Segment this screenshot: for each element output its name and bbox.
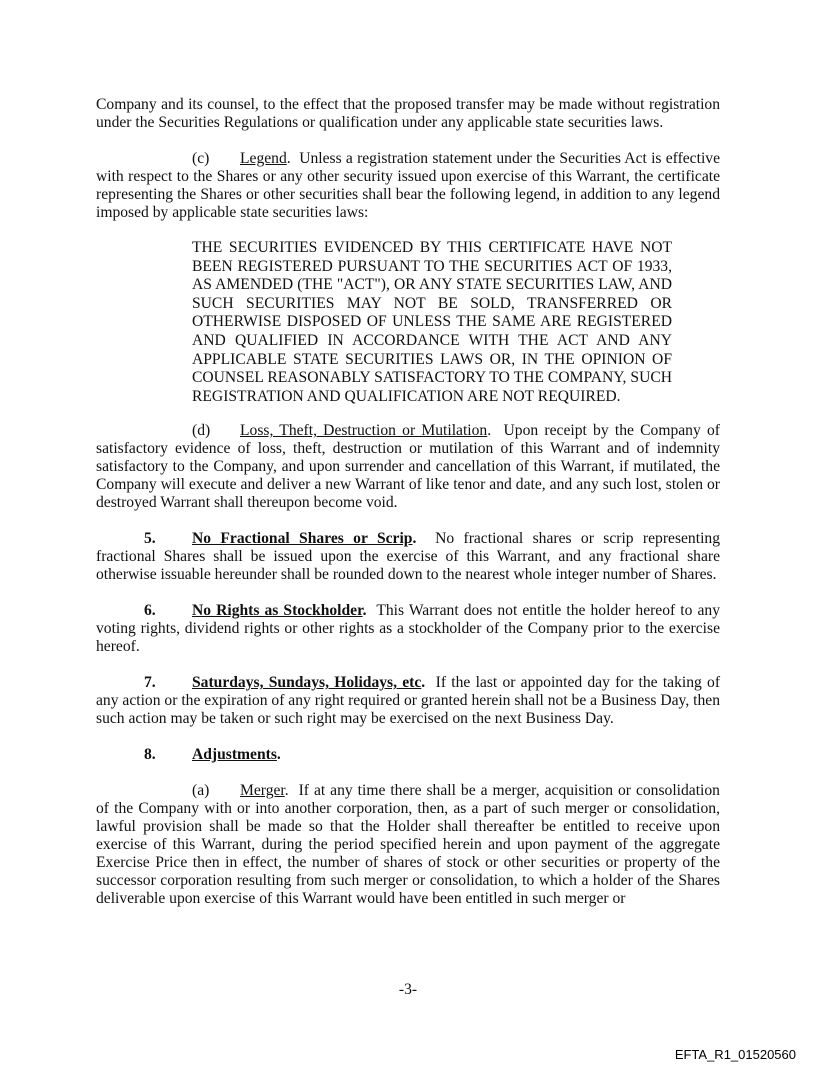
section-5-body: No fractional shares or scrip representing fractional Shares shall be issued upon the exercise of this Warrant, and any fractional share otherwise issuable hereunder shall be rounded down to the nearest whole integer number of Shares. — [96, 530, 720, 584]
section-7-heading: Saturdays, Sundays, Holidays, etc — [192, 674, 422, 692]
legend-heading: Legend — [240, 150, 287, 167]
loss-heading: Loss, Theft, Destruction or Mutilation — [240, 422, 488, 440]
section-5-number: 5. — [144, 530, 156, 548]
merger-paragraph: (a) Merger. If at any time there shall be a merger, acquisition or consolidation of the Company with or into another corporation, then, as a part of such merger or consolidation, lawful provision shall be made so that the Holder shall thereafter be entitled to receive upon exercise of this Warrant, during the period specified herein and upon payment of the aggregate Exercise Price then in effect, the number of shares of stock or other securities or property of the successor corporation resulting from such merger or consolidation, to which a holder of the Shares deliverable upon exercise of this Warrant would have been entitled in such merger or — [96, 782, 720, 908]
loss-body: Upon receipt by the Company of satisfactory evidence of loss, theft, destruction or mutilation of this Warrant and of indemnity satisfactory to the Company, and upon surrender and cancellation of this Warrant, if mutilated, the Company will execute and deliver a new Warrant of like tenor and date, and any such lost, stolen or destroyed Warrant shall thereupon become void. — [96, 422, 720, 512]
section-5: 5. No Fractional Shares or Scrip. No fractional shares or scrip representing fractional Shares shall be issued upon the exercise of this Warrant, and any fractional share otherwise issuable hereunder shall be rounded down to the nearest whole integer number of Shares. — [96, 530, 720, 584]
merger-number: (a) — [192, 782, 210, 800]
section-6: 6. No Rights as Stockholder. This Warrant does not entitle the holder hereof to any voting rights, dividend rights or other rights as a stockholder of the Company prior to the exercise hereof. — [96, 602, 720, 656]
merger-heading: Merger — [240, 782, 285, 800]
securities-legend-block: THE SECURITIES EVIDENCED BY THIS CERTIFICATE HAVE NOT BEEN REGISTERED PURSUANT TO THE SECURITIES ACT OF 1933, AS AMENDED (THE "ACT"), OR ANY STATE SECURITIES LAW, AND SUCH SECURITIES MAY NOT BE SOLD, TRANSFERRED OR OTHERWISE DISPOSED OF UNLESS THE SAME ARE REGISTERED AND QUALIFIED IN ACCORDANCE WITH THE ACT AND ANY APPLICABLE STATE SECURITIES LAWS OR, IN THE OPINION OF COUNSEL REASONABLY SATISFACTORY TO THE COMPANY, SUCH REGISTRATION AND QUALIFICATION ARE NOT REQUIRED. — [192, 239, 672, 405]
section-7-body: If the last or appointed day for the taking of any action or the expiration of any right required or granted herein shall not be a Business Day, then such action may be taken or such right may be exercised on the next Business Day. — [96, 674, 721, 728]
legend-number: (c) — [192, 150, 210, 167]
section-6-heading: No Rights as Stockholder — [192, 602, 363, 620]
loss-paragraph: (d) Loss, Theft, Destruction or Mutilation. Upon receipt by the Company of satisfactory evidence of loss, theft, destruction or mutilation of this Warrant and of indemnity satisfactory to the Company, and upon surrender and cancellation of this Warrant, if mutilated, the Company will execute and deliver a new Warrant of like tenor and date, and any such lost, stolen or destroyed Warrant shall thereupon become void. — [96, 422, 720, 512]
section-8: 8. Adjustments. — [144, 746, 281, 764]
section-6-body: This Warrant does not entitle the holder hereof to any voting rights, dividend rights or other rights as a stockholder of the Company prior to the exercise hereof. — [96, 602, 720, 656]
section-7-number: 7. — [144, 674, 156, 692]
continuation-paragraph: Company and its counsel, to the effect that the proposed transfer may be made without registration under the Securities Regulations or qualification under any applicable state securities laws. — [96, 96, 720, 131]
document-id: EFTA_R1_01520560 — [674, 1047, 796, 1062]
legend-paragraph: (c) Legend. Unless a registration statement under the Securities Act is effective with respect to the Shares or any other security issued upon exercise of this Warrant, the certificate representing the Shares or other securities shall bear the following legend, in addition to any legend imposed by applicable state securities laws: — [96, 150, 720, 221]
document-page — [96, 96, 720, 908]
section-8-number: 8. — [144, 746, 156, 764]
merger-body: If at any time there shall be a merger, acquisition or consolidation of the Company with or into another corporation, then, as a part of such merger or consolidation, lawful provision shall be made so that the Holder shall thereafter be entitled to receive upon exercise of this Warrant, during the period specified herein and upon payment of the aggregate Exercise Price then in effect, the number of shares of stock or other securities or property of the successor corporation resulting from such merger or consolidation, to which a holder of the Shares deliverable upon exercise of this Warrant would have been entitled in such merger or — [96, 782, 720, 908]
section-8-heading: Adjustments — [192, 746, 277, 764]
legend-body: Unless a registration statement under the Securities Act is effective with respect to the Shares or any other security issued upon exercise of this Warrant, the certificate representing the Shares or other securities shall bear the following legend, in addition to any legend imposed by applicable state securities laws: — [96, 150, 720, 221]
loss-number: (d) — [192, 422, 211, 440]
section-6-number: 6. — [144, 602, 156, 620]
section-7: 7. Saturdays, Sundays, Holidays, etc. If the last or appointed day for the taking of any action or the expiration of any right required or granted herein shall not be a Business Day, then such action may be taken or such right may be exercised on the next Business Day. — [96, 674, 721, 728]
section-5-heading: No Fractional Shares or Scrip — [192, 530, 413, 548]
page-number: -3- — [398, 981, 418, 998]
